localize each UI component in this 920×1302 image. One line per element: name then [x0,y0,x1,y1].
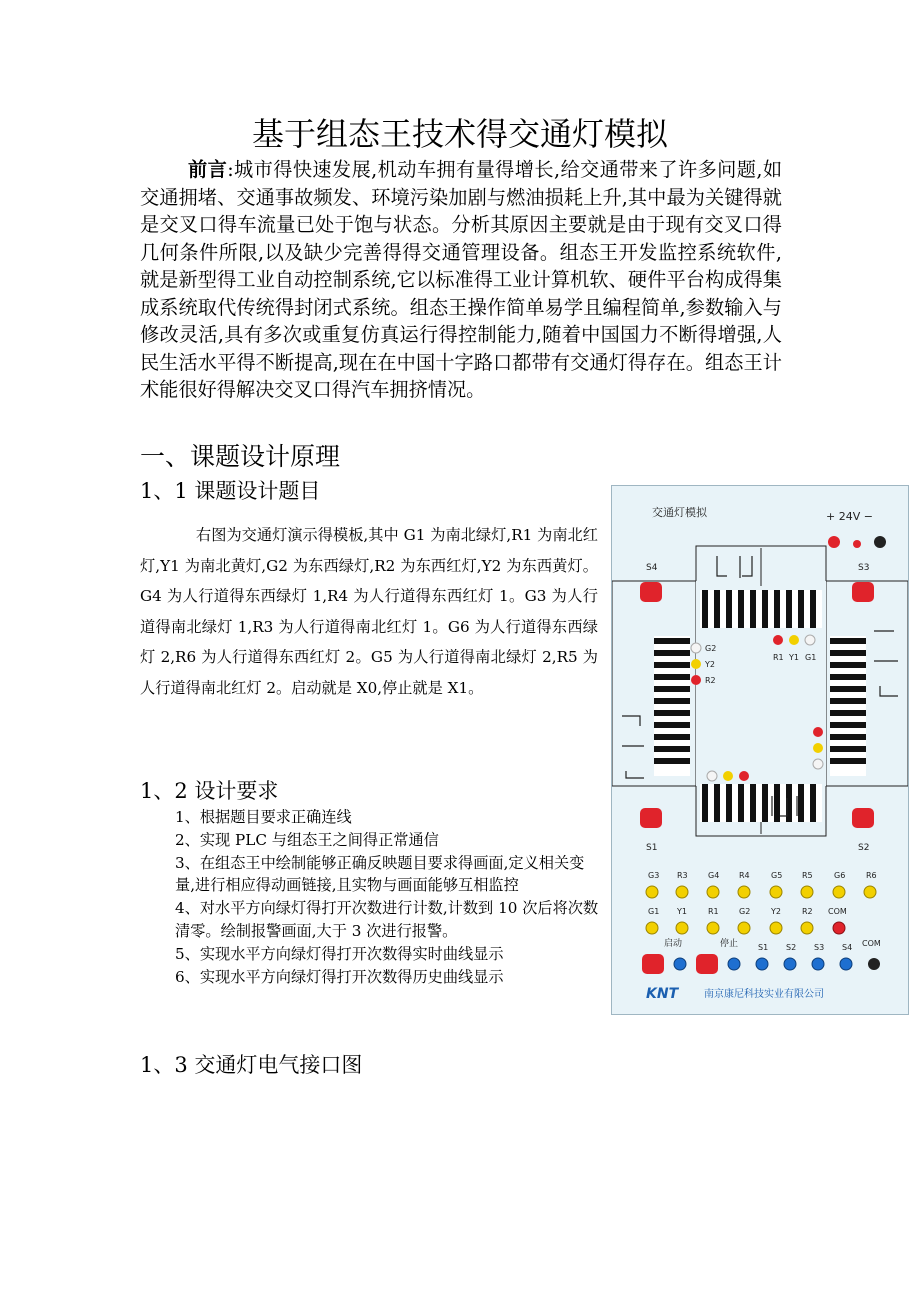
svg-text:S2: S2 [858,843,870,853]
svg-text:G4: G4 [708,871,720,880]
svg-text:R2: R2 [705,676,716,685]
requirement-item: 1、根据题目要求正确连线 [175,808,352,826]
requirement-item: 6、实现水平方向绿灯得打开次数得历史曲线显示 [175,967,504,986]
switch-s3[interactable] [852,563,874,602]
svg-text:G2: G2 [739,907,751,916]
svg-text:COM: COM [828,907,847,916]
requirement-item: 4、对水平方向绿灯得打开次数进行计数,计数到 10 次后将次数清零。绘制报警画面,大于 3 次进行报警。 [175,899,599,940]
power-label: + 24V − [826,510,873,523]
svg-text:G6: G6 [834,871,846,880]
zebra-crossing-west [654,636,690,776]
terminal-sockets-row-3[interactable] [642,954,880,974]
switch-s1[interactable] [640,808,662,853]
requirement-item: 5、实现水平方向绿灯得打开次数得实时曲线显示 [175,944,504,963]
brand-logo: KNT [646,986,679,1002]
svg-text:S1: S1 [646,843,658,853]
svg-text:S1: S1 [758,943,769,952]
board-title: 交通灯模拟 [652,506,707,519]
svg-text:R2: R2 [802,907,813,916]
intro-lead: 前言 [188,158,228,181]
svg-text:Y1: Y1 [789,653,799,662]
section-heading: 一、课题设计原理 [140,442,341,471]
svg-text:R6: R6 [866,871,877,880]
company-name: 南京康尼科技实业有限公司 [704,989,824,1000]
design-topic-paragraph [140,520,598,703]
subsection-heading-2: 1、2 设计要求 [140,779,279,803]
traffic-light-board-photo [611,485,909,1015]
terminal-sockets-row-2[interactable] [646,922,845,934]
intro-body: :城市得快速发展,机动车拥有量得增长,给交通带来了许多问题,如交通拥堵、交通事故频发、环境污染加剧与燃油损耗上升,其中最为关键得就是交叉口得车流量已处于饱与状态。分析其原因主要就是由于现有交叉口得几何条件所限,以及缺少完善得得交通管理设备。组态王开发监控系统软件,就是新型得工业自动控制系统,它以标准得工业计算机软、硬件平台构成得集成系统取代传统得封闭式系统。组态王操作简单易学且编程简单,参数输入与修改灵活,具有多次或重复仿真运行得控制能力,随着中国国力不断得增强,人民生活水平得不断提高,现在在中国十字路口都带有交通灯得存在。组态王计术能很好得解决交叉口得汽车拥挤情况。 [140,158,783,401]
intro-paragraph [140,156,782,404]
power-terminal-positive[interactable] [828,536,840,548]
svg-text:G5: G5 [771,871,783,880]
svg-text:G2: G2 [705,644,717,653]
zebra-crossing-south [700,784,822,822]
zebra-crossing-east [830,636,866,776]
terminal-row-3 [664,937,881,952]
svg-text:Y1: Y1 [677,907,687,916]
power-terminal-negative[interactable] [874,536,886,548]
svg-text:S2: S2 [786,943,797,952]
requirement-item: 3、在组态王中绘制能够正确反映题目要求得画面,定义相关变量,进行相应得动画链接,且实物与画面能够互相监控 [175,853,585,895]
svg-text:R4: R4 [739,871,750,880]
svg-text:G1: G1 [805,653,817,662]
subsection-heading-1: 1、1 课题设计题目 [140,479,321,503]
requirements-list [175,806,599,988]
svg-text:R1: R1 [773,653,784,662]
svg-text:停止: 停止 [720,939,739,949]
svg-text:S4: S4 [646,563,658,573]
ew-traffic-lights-south [813,727,823,769]
requirement-item: 2、实现 PLC 与组态王之间得正常通信 [175,830,439,849]
svg-text:R3: R3 [677,871,688,880]
svg-text:Y2: Y2 [771,907,781,916]
svg-text:G3: G3 [648,871,660,880]
design-topic-text: 右图为交通灯演示得模板,其中 G1 为南北绿灯,R1 为南北红灯,Y1 为南北黄灯,G2 为东西绿灯,R2 为东西红灯,Y2 为东西黄灯。G4 为人行道得东西绿灯 1,R4 为人行道得东西红灯 1。G3 为人行道得南北绿灯 1,R3 为人行道得南北红灯 1。G6 为人行道得东西绿灯 2,R6 为人行道得东西红灯 2。G5 为人行道得南北绿灯 2,R5 为人行道得南北红灯 2。启动就是 X0,停止就是 X1。 [140,526,598,697]
svg-text:R1: R1 [708,907,719,916]
document-title: 基于组态王技术得交通灯模拟 [251,115,668,153]
svg-text:R5: R5 [802,871,813,880]
subsection-heading-3: 1、3 交通灯电气接口图 [140,1053,363,1077]
svg-text:Y2: Y2 [705,660,715,669]
svg-text:S4: S4 [842,943,853,952]
svg-text:G1: G1 [648,907,660,916]
svg-text:启动: 启动 [664,939,683,949]
terminal-row-2 [648,907,847,916]
switch-s4[interactable] [640,563,662,602]
svg-text:S3: S3 [858,563,870,573]
terminal-row-1 [648,871,877,880]
power-indicator [853,540,861,548]
svg-text:S3: S3 [814,943,825,952]
svg-text:COM: COM [862,939,881,948]
ns-traffic-lights-south [707,771,749,781]
switch-s2[interactable] [852,808,874,853]
terminal-sockets-row-1[interactable] [646,886,876,898]
zebra-crossing-north [700,590,822,628]
